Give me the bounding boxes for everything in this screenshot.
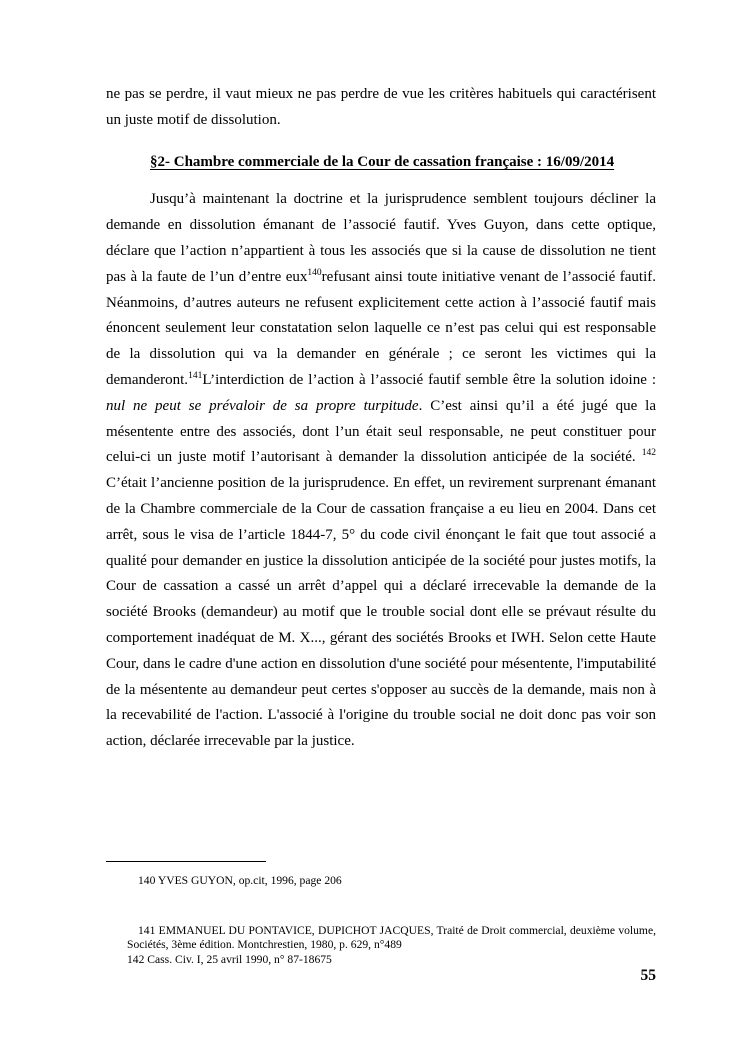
page-content (106, 82, 656, 755)
footnote-area (106, 858, 656, 967)
paragraph-body (106, 187, 656, 755)
body-text-segment: Jusqu’à maintenant la doctrine et la jurisprudence semblent toujours décliner la demande en dissolution émanant de l’associé fautif. Yves Guyon, dans cette optique, déclare que l’action n’appartient à tous les associés que si la cause de dissolution ne tient pas à la faute de l’un d’entre eux (106, 191, 656, 285)
footnote-141: 141 EMMANUEL DU PONTAVICE, DUPICHOT JACQUES, Traité de Droit commercial, deuxième volume, Sociétés, 3ème édition. Montchrestien, 1980, p. 629, n°489 (127, 924, 656, 952)
footnote-142: 142 Cass. Civ. I, 25 avril 1990, n° 87-18675 (127, 952, 332, 966)
footnote-140: 140 YVES GUYON, op.cit, 1996, page 206 (138, 874, 342, 887)
section-heading (106, 150, 656, 176)
body-text-segment: L’interdiction de l’action à l’associé fautif semble être la solution idoine : (202, 371, 656, 388)
page-number: 55 (640, 967, 656, 984)
footnote-separator-rule (106, 861, 266, 862)
body-text-segment: . C’est ainsi qu’il a été jugé que la mésentente entre des associés, dont l’un était seul responsable, ne peut constituer pour celui-ci un juste motif l’autorisant à demander la dissolution anticipée de la société. (106, 397, 656, 466)
body-text-segment: refusant ainsi toute initiative venant de l’associé fautif. Néanmoins, d’autres auteurs ne refusent explicitement cette action à l’associé fautif mais énoncent seulement leur constatation selon laquelle ce n’est pas celui qui est responsable de la dissolution qui va la demander en générale ; ce seront les victimes qui la demanderont. (106, 268, 656, 388)
paragraph-intro: ne pas se perdre, il vaut mieux ne pas perdre de vue les critères habituels qui caractérisent un juste motif de dissolution. (106, 86, 656, 128)
latin-maxim-italic: nul ne peut se prévaloir de sa propre turpitude (106, 397, 419, 414)
footnote-ref-140: 140 (307, 267, 322, 278)
footnote-ref-142: 142 (641, 448, 656, 459)
section-heading-text: §2- Chambre commerciale de la Cour de cassation française : 16/09/2014 (150, 153, 615, 170)
body-text-segment: C’était l’ancienne position de la jurisprudence. En effet, un revirement surprenant émanant de la Chambre commerciale de la Cour de cassation française a eu lieu en 2004. Dans cet arrêt, sous le visa de l’article 1844-7, 5° du code civil énonçant le fait que tout associé a qualité pour demander en justice la dissolution anticipée de la société pour justes motifs, la Cour de cassation a cassé un arrêt d’appel qui a déclaré irrecevable la demande de la société Brooks (demandeur) au motif que le trouble social dont elle se prévaut résulte du comportement inadéquat de M. X..., gérant des sociétés Brooks et IWH. Selon cette Haute Cour, dans le cadre d'une action en dissolution d'une société pour mésentente, l'imputabilité de la mésentente au demandeur peut certes s'opposer au succès de la demande, mais non à la recevabilité de l'action. L'associé à l'origine du trouble social ne doit donc pas voir son action, déclarée irrecevable par la justice. (106, 475, 656, 750)
footnote-ref-141: 141 (188, 370, 203, 381)
